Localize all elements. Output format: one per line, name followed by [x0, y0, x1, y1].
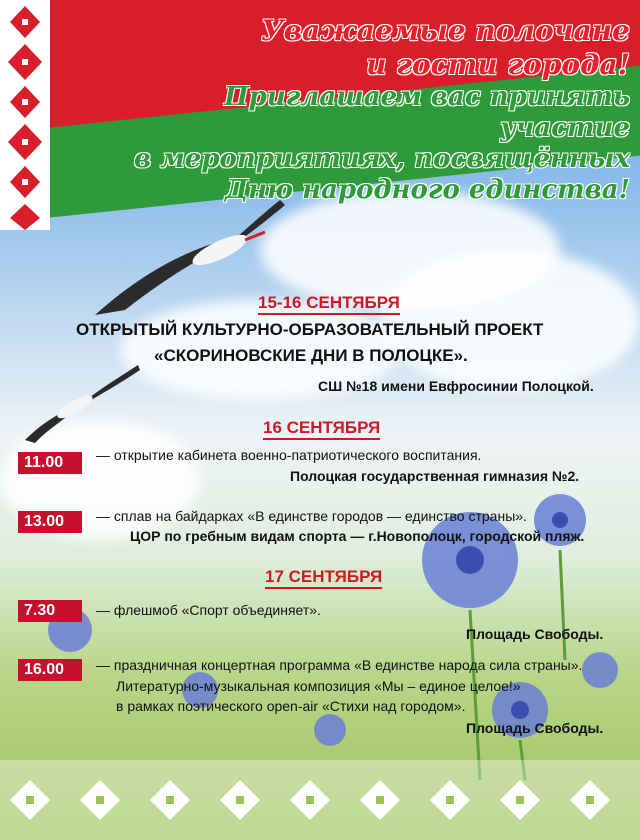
time-badge: 13.00 [18, 511, 82, 533]
national-ornament [0, 0, 50, 230]
greeting-header [100, 14, 630, 206]
schedule-text: — открытие кабинета военно-патриотического воспитания. [96, 447, 482, 463]
schedule-text: — праздничная концертная программа «В единстве народа сила страны». [96, 657, 583, 673]
schedule-venue: Площадь Свободы. [466, 720, 604, 736]
schedule-venue: Полоцкая государственная гимназия №2. [290, 468, 580, 484]
time-badge: 11.00 [18, 452, 82, 474]
event-venue: СШ №18 имени Евфросинии Полоцкой. [318, 378, 594, 394]
day-date: 16 СЕНТЯБРЯ [263, 418, 380, 440]
stork-image [20, 365, 150, 445]
event-title: ОТКРЫТЫЙ КУЛЬТУРНО-ОБРАЗОВАТЕЛЬНЫЙ ПРОЕКТ [76, 320, 544, 339]
event-title: «СКОРИНОВСКИЕ ДНИ В ПОЛОЦКЕ». [154, 346, 468, 365]
greeting-line: и гости города! [366, 48, 630, 81]
bottom-ornament-border [0, 760, 640, 840]
time-badge: 16.00 [18, 659, 82, 681]
schedule-venue: Площадь Свободы. [466, 626, 604, 642]
invitation-line: Приглашаем вас принять участие [224, 82, 630, 143]
event-date: 15-16 СЕНТЯБРЯ [258, 293, 400, 315]
schedule-text: Литературно-музыкальная композиция «Мы – единое целое!» [116, 678, 521, 694]
greeting-line: Уважаемые полочане [260, 14, 630, 47]
time-badge: 7.30 [18, 600, 82, 622]
schedule-text: в рамках поэтического open-air «Стихи над городом». [116, 698, 466, 714]
schedule-text: — флешмоб «Спорт объединяет». [96, 602, 321, 618]
schedule-venue: ЦОР по гребным видам спорта — г.Новополоцк, городской пляж. [130, 528, 585, 544]
schedule-text: — сплав на байдарках «В единстве городов — единство страны». [96, 508, 527, 524]
day-date: 17 СЕНТЯБРЯ [265, 567, 382, 589]
invitation-line: Дню народного единства! [224, 175, 630, 205]
invitation-line: в мероприятиях, посвящённых [133, 144, 630, 174]
